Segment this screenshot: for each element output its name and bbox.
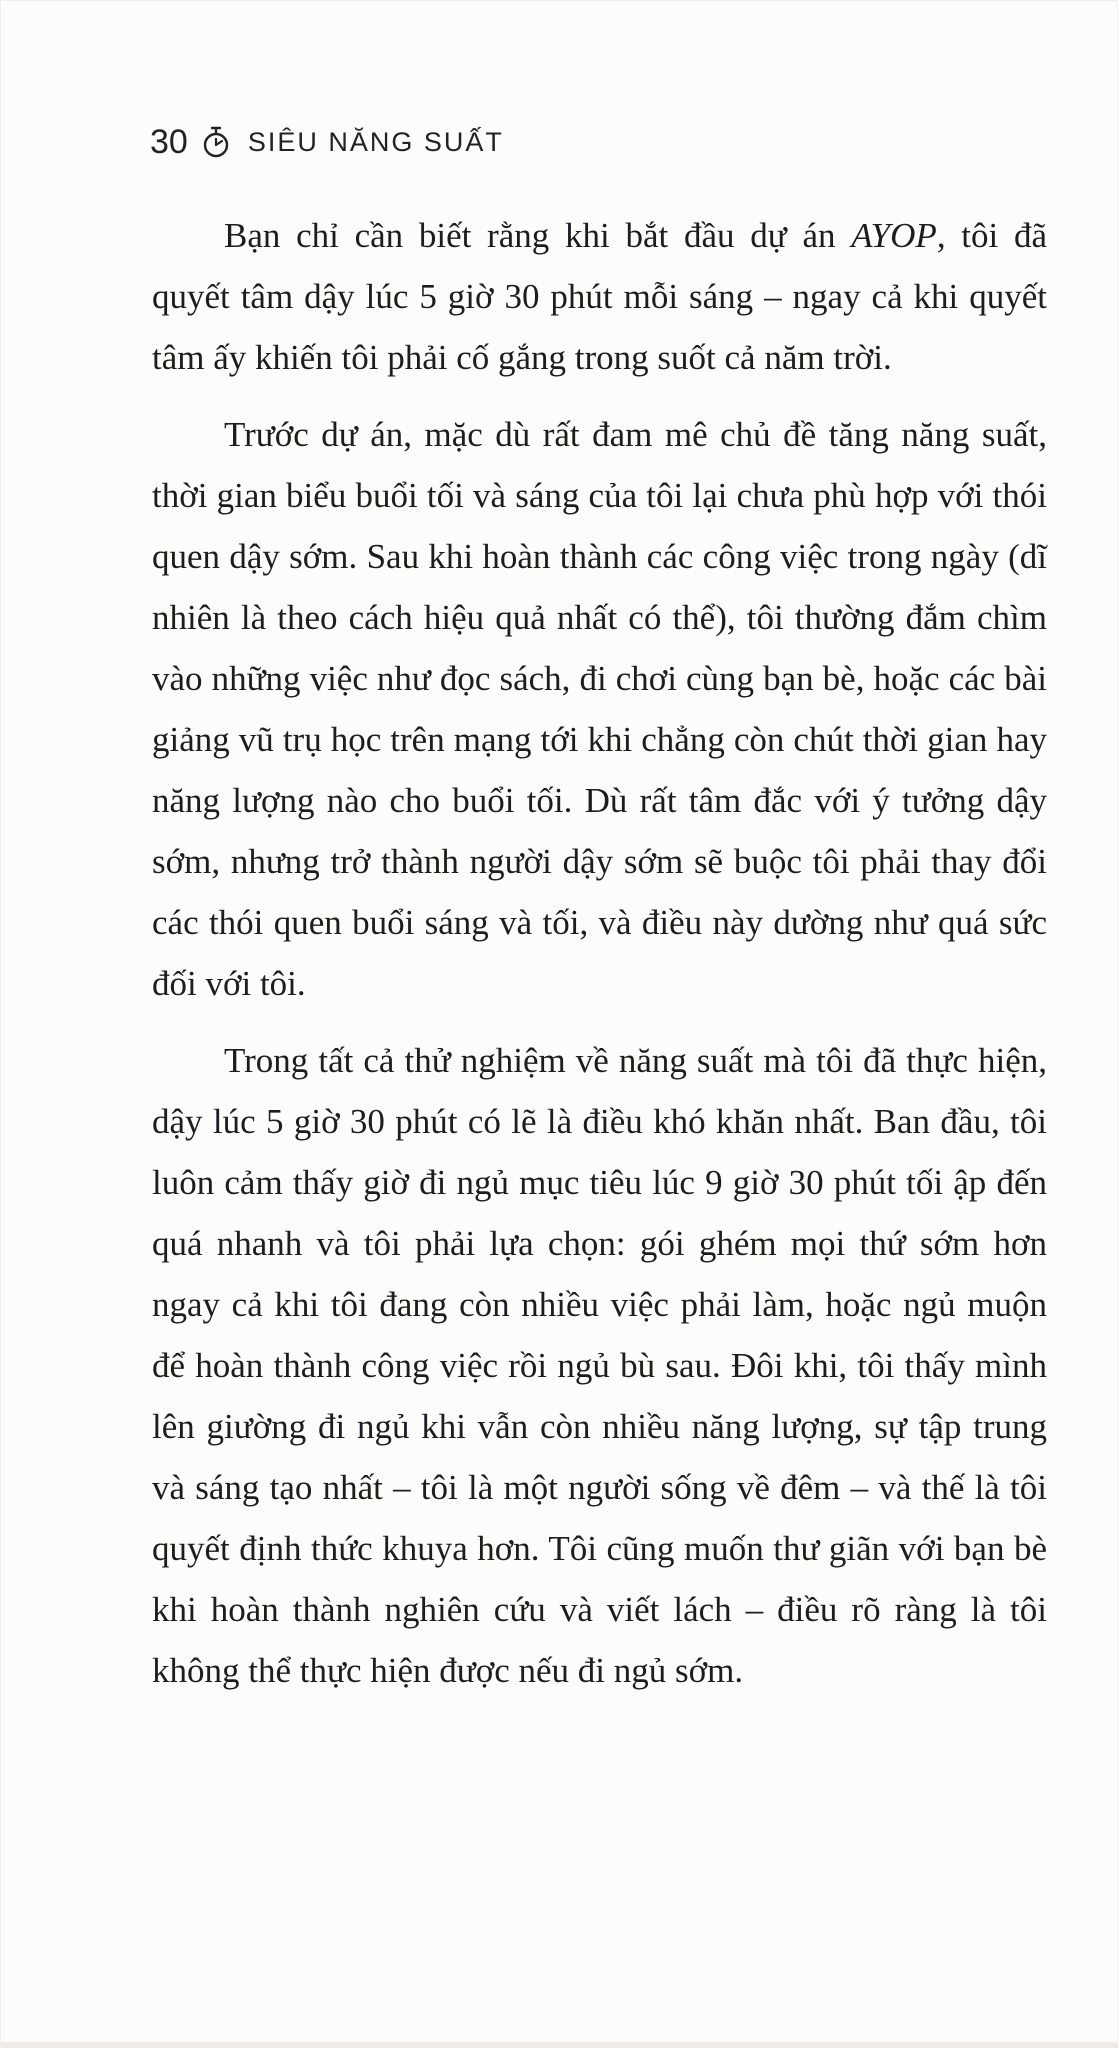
page-bottom-edge — [0, 2042, 1118, 2048]
stopwatch-icon-graphic — [201, 126, 231, 158]
paragraph-1-text-start: Bạn chỉ cần biết rằng khi bắt đầu dự án — [224, 216, 852, 255]
running-head — [150, 112, 504, 172]
book-title: SIÊU NĂNG SUẤT — [247, 126, 504, 157]
paragraph-3: Trong tất cả thử nghiệm về năng suất mà tôi đã thực hiện, dậy lúc 5 giờ 30 phút có lẽ là điều khó khăn nhất. Ban đầu, tôi luôn cảm thấy giờ đi ngủ mục tiêu lúc 9 giờ 30 phút tối ập đến quá nhanh và tôi phải lựa chọn: gói ghém mọi thứ sớm hơn ngay cả khi tôi đang còn nhiều việc phải làm, hoặc ngủ muộn để hoàn thành công việc rồi ngủ bù sau. Đôi khi, tôi thấy mình lên giường đi ngủ khi vẫn còn nhiều năng lượng, sự tập trung và sáng tạo nhất – tôi là một người sống về đêm – và thế là tôi quyết định thức khuya hơn. Tôi cũng muốn thư giãn với bạn bè khi hoàn thành nghiên cứu và viết lách – điều rõ ràng là tôi không thể thực hiện được nếu đi ngủ sớm. — [152, 1041, 1047, 1690]
stopwatch-icon — [200, 125, 232, 159]
page-number: 30 — [150, 122, 188, 161]
paragraph-1-text-end: , tôi đã quyết tâm dậy lúc 5 giờ 30 phút mỗi sáng – ngay cả khi quyết tâm ấy khiến tôi phải cố gắng trong suốt cả năm trời. — [152, 216, 1048, 377]
body-text — [152, 205, 1047, 1701]
paragraph-1 — [152, 205, 1047, 388]
paragraph-2: Trước dự án, mặc dù rất đam mê chủ đề tăng năng suất, thời gian biểu buổi tối và sáng của tôi lại chưa phù hợp với thói quen dậy sớm. Sau khi hoàn thành các công việc trong ngày (dĩ nhiên là theo cách hiệu quả nhất có thể), tôi thường đắm chìm vào những việc như đọc sách, đi chơi cùng bạn bè, hoặc các bài giảng vũ trụ học trên mạng tới khi chẳng còn chút thời gian hay năng lượng nào cho buổi tối. Dù rất tâm đắc với ý tưởng dậy sớm, nhưng trở thành người dậy sớm sẽ buộc tôi phải thay đổi các thói quen buổi sáng và tối, và điều này dường như quá sức đối với tôi. — [152, 415, 1047, 1003]
project-name-italic: AYOP — [851, 216, 937, 255]
